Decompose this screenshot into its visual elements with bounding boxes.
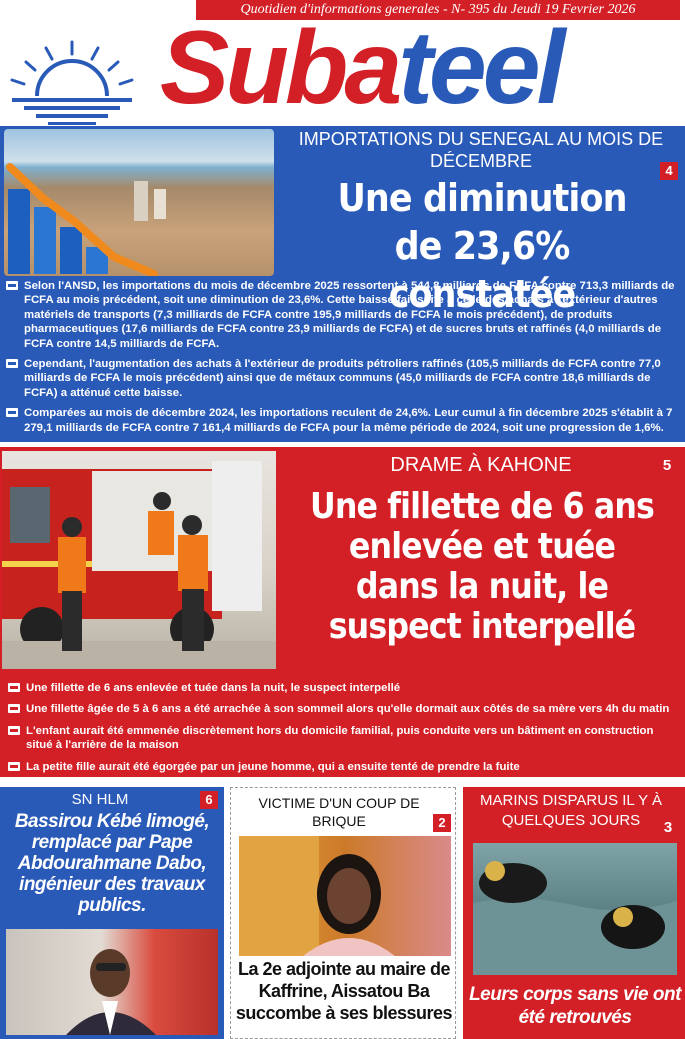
bullet-icon <box>8 683 20 692</box>
brand-logo: Subateel <box>160 10 562 126</box>
sun-logo-icon <box>2 38 142 128</box>
bullet-item: L'enfant aurait été emmenée discrètement hors du domicile familial, puis conduite vers un bâtiment en construction situé à l'arrière de la maison <box>6 724 682 753</box>
paragraph: Selon l'ANSD, les importations du mois de décembre 2025 ressortent à 544,8 milliards de FCFA contre 713,3 milliards de FCFA au mois précédent, soit une diminution de 23,6%. Cette baisse fait suite à celle des achats à l'extérieur d'autres matériels de transports (7,3 milliards de FCFA contre 195,9 milliards de FCFA le mois précédent), de produits pharmaceutiques (17,6 milliards de FCFA contre 23,9 milliards de FCFA) et de sucres bruts et raffinés (4,0 milliards de FCFA contre 14,5 milliards de FCFA. <box>4 279 681 351</box>
declining-chart-icon <box>4 129 274 276</box>
story-snhlm-headline: Bassirou Kébé limogé, remplacé par Pape Abdourahmane Dabo, ingénieur des travaux publics. <box>14 811 210 916</box>
story-imports-kicker: IMPORTATIONS DU SENEGAL AU MOIS DE DÉCEMBRE <box>282 128 680 172</box>
page-number-badge: 5 <box>662 457 672 474</box>
story-imports-body <box>4 279 681 441</box>
story-imports <box>0 126 685 442</box>
bullet-icon <box>6 359 18 368</box>
coastline-chart-photo <box>4 129 274 276</box>
ambulance-rescuers-photo <box>2 451 276 669</box>
story-marins-headline: Leurs corps sans vie ont été retrouvés <box>469 984 681 1028</box>
page-number-badge: 4 <box>660 162 678 180</box>
story-kaffrine-kicker: VICTIME D'UN COUP DE BRIQUE <box>258 795 420 829</box>
bullet-icon <box>8 762 20 771</box>
page-number-badge: 6 <box>200 791 218 809</box>
bullet-icon <box>8 704 20 713</box>
story-kaffrine <box>230 787 456 1039</box>
bullet-icon <box>8 726 20 735</box>
paragraph: Comparées au mois de décembre 2024, les importations reculent de 24,6%. Leur cumul à fin décembre 2025 s'établit à 7 279,1 milliards de FCFA contre 7 161,4 milliards de FCFA pour la même période de 2024, soit une progression de 1,6%. <box>4 406 681 435</box>
story-kahone-kicker: DRAME À KAHONE <box>390 454 572 476</box>
story-kahone <box>0 447 685 777</box>
page-number-badge: 2 <box>433 814 451 832</box>
story-kahone-headline: Une fillette de 6 ans enlevée et tuée dans la nuit, le suspect interpellé <box>309 486 655 647</box>
bullet-icon <box>6 281 18 290</box>
story-imports-headline: Une diminution de 23,6% constatée <box>337 176 627 316</box>
bullet-item: Une fillette de 6 ans enlevée et tuée dans la nuit, le suspect interpellé <box>6 681 682 695</box>
bullet-item: La petite fille aurait été égorgée par un jeune homme, qui a ensuite tenté de prendre la fuite <box>6 760 682 774</box>
page-number-badge: 3 <box>663 819 673 836</box>
bullet-icon <box>6 408 18 417</box>
story-kahone-bullets <box>6 681 682 781</box>
portrait-photo <box>6 929 218 1035</box>
story-marins <box>463 787 685 1039</box>
masthead-tagline: Quotidien d'informations generales - N- 395 du Jeudi 19 Fevrier 2026 <box>196 0 680 20</box>
story-marins-kicker: MARINS DISPARUS IL Y À QUELQUES JOURS <box>480 792 662 829</box>
divers-sea-photo <box>473 843 677 975</box>
story-kaffrine-headline: La 2e adjointe au maire de Kaffrine, Aissatou Ba succombe à ses blessures <box>235 959 453 1023</box>
story-snhlm-kicker: SN HLM <box>71 791 129 808</box>
bullet-item: Une fillette âgée de 5 à 6 ans a été arrachée à son sommeil alors qu'elle dormait aux côtés de sa mère vers 4h du matin <box>6 702 682 716</box>
masthead <box>0 10 685 126</box>
story-snhlm <box>0 787 224 1039</box>
paragraph: Cependant, l'augmentation des achats à l'extérieur de produits pétroliers raffinés (105,5 milliards de FCFA contre 77,0 milliards de FCFA le mois précédent) ainsi que de métaux communs (45,0 milliards de FCFA contre 18,6 milliards de FCFA) a atténué cette baisse. <box>4 357 681 400</box>
portrait-photo <box>239 836 451 956</box>
